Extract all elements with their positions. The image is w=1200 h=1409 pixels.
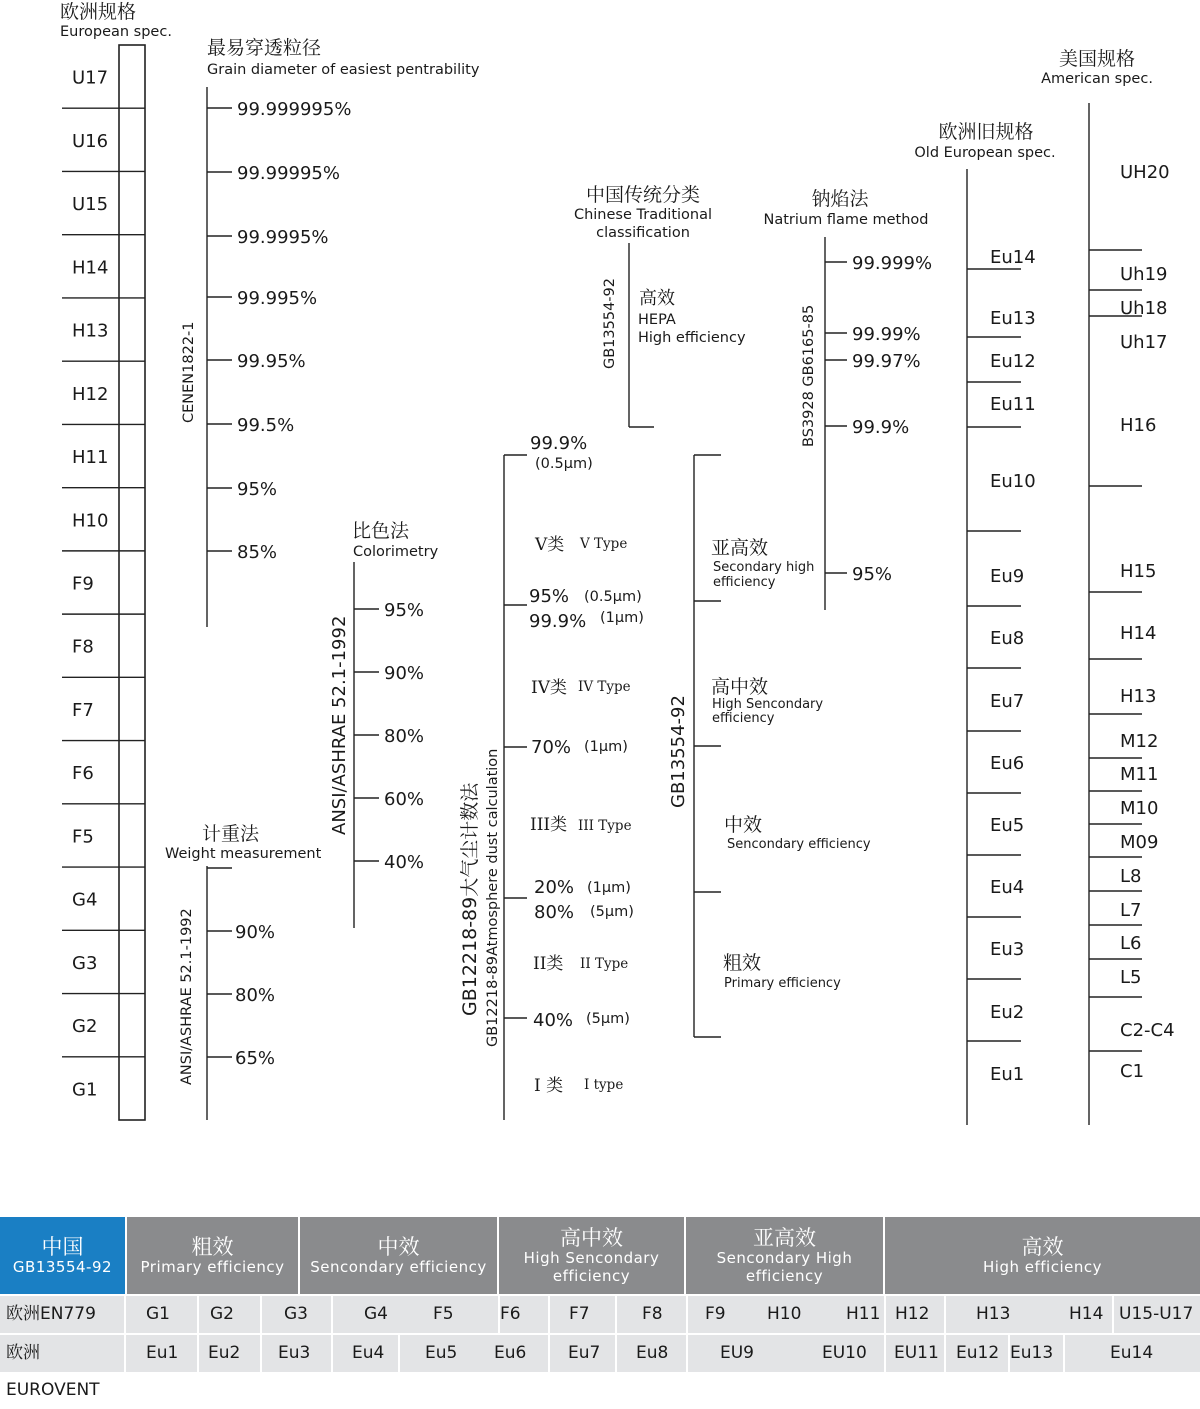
european-grade-h14: H14 (72, 257, 109, 279)
european-spec-bar (119, 45, 145, 1120)
eurovent-cell: EU11 (894, 1343, 939, 1363)
en779-cell: F7 (569, 1304, 590, 1324)
cell-separator (615, 1335, 617, 1372)
cell-separator (686, 1296, 688, 1333)
weight-value: 65% (235, 1048, 276, 1069)
header-primary-cn: 粗效 (191, 1234, 234, 1259)
natrium-ticks (825, 253, 932, 585)
mid-cn: 中效 (724, 814, 763, 836)
european-grade-f5: F5 (72, 826, 94, 848)
cell-separator (884, 1335, 886, 1372)
mppe-ticks (207, 99, 351, 563)
en779-cell: F8 (642, 1304, 663, 1324)
en779-cell: H13 (976, 1304, 1011, 1324)
weight-value: 90% (235, 922, 276, 943)
weight-ticks (207, 922, 275, 1069)
eurovent-cell: Eu6 (494, 1343, 527, 1363)
en779-cell: G1 (146, 1304, 170, 1324)
type2-en: II Type (580, 956, 629, 972)
european-grade-h11: H11 (72, 447, 109, 469)
cell-separator (331, 1335, 333, 1372)
american-title-en: American spec. (1041, 71, 1153, 87)
mppe-value: 95% (237, 479, 278, 500)
en779-cell: H14 (1069, 1304, 1104, 1324)
en779-cell: G3 (284, 1304, 308, 1324)
old-european-grade-eu4: Eu4 (990, 877, 1025, 898)
eurovent-cell: Eu4 (352, 1343, 385, 1363)
cell-separator (197, 1335, 199, 1372)
header-secondary (300, 1217, 499, 1294)
cell-separator (686, 1335, 688, 1372)
european-grade-h10: H10 (72, 510, 109, 532)
colorimetry-title-cn: 比色法 (352, 520, 410, 542)
american-grade-l8: L8 (1120, 866, 1142, 887)
weight-value: 80% (235, 985, 276, 1006)
header-high-secondary (499, 1217, 686, 1294)
value-999-sub: (1μm) (600, 610, 644, 626)
european-grade-f7: F7 (72, 699, 94, 721)
en779-cell: H12 (895, 1304, 930, 1324)
value-95-sub: (0.5μm) (584, 589, 642, 605)
european-grade-f8: F8 (72, 636, 94, 658)
en779-cell: H10 (767, 1304, 802, 1324)
colorimetry-title-en: Colorimetry (353, 544, 439, 560)
header-primary-en: Primary efficiency (140, 1257, 285, 1276)
natrium-value: 99.99% (852, 324, 921, 345)
eurovent-cell: Eu14 (1110, 1343, 1154, 1363)
value-80-sub: (5μm) (590, 904, 634, 920)
type2-cn: II类 (533, 954, 564, 974)
american-grade-uh19: Uh19 (1120, 264, 1168, 285)
american-grade-uh20: UH20 (1120, 162, 1170, 183)
hepa-en-2: High efficiency (638, 330, 746, 346)
old-european-grades (967, 247, 1036, 1085)
european-spec-grades (62, 68, 145, 1101)
weight-title-en: Weight measurement (165, 846, 322, 862)
cell-separator (1112, 1296, 1114, 1333)
header-sub-high-en: Sencondary High efficiency (716, 1248, 853, 1285)
cell-separator (548, 1296, 550, 1333)
high-mid-en-2: efficiency (712, 711, 775, 726)
mppe-title-en: Grain diameter of easiest pentrability (207, 62, 480, 78)
cell-separator (944, 1335, 946, 1372)
mppe-value: 99.99995% (237, 163, 340, 184)
european-grade-g2: G2 (72, 1016, 98, 1038)
natrium-title-cn: 钠焰法 (811, 188, 869, 210)
type3-en: III Type (578, 818, 632, 834)
gb12218-axis-label-en: GB12218-89Atmosphere dust calculation (485, 748, 501, 1047)
european-grade-u15: U15 (72, 194, 109, 216)
natrium-value: 95% (852, 564, 893, 585)
value-95: 95% (529, 586, 570, 607)
natrium-value: 99.9% (852, 417, 910, 438)
row-en779-label: 欧洲EN779 (0, 1296, 126, 1333)
en779-cell: H11 (846, 1304, 881, 1324)
header-primary (127, 1217, 300, 1294)
weight-axis-label: ANSI/ASHRAE 52.1-1992 (179, 908, 195, 1085)
american-grade-m09: M09 (1120, 832, 1159, 853)
colorimetry-value: 80% (384, 726, 425, 747)
american-grade-m10: M10 (1120, 798, 1159, 819)
type4-en: IV Type (578, 679, 631, 695)
mppe-value: 99.95% (237, 351, 306, 372)
cell-separator (197, 1296, 199, 1333)
eurovent-cell: Eu12 (956, 1343, 1000, 1363)
row-eurovent (0, 1335, 1200, 1400)
natrium-value: 99.999% (852, 253, 933, 274)
hepa-en-1: HEPA (638, 312, 676, 328)
european-grade-u17: U17 (72, 67, 109, 89)
header-high-secondary-en: High Sencondary efficiency (523, 1248, 660, 1285)
type5-en: V Type (580, 536, 628, 552)
old-european-grade-eu12: Eu12 (990, 351, 1036, 372)
cell-separator (398, 1335, 400, 1372)
cell-separator (548, 1335, 550, 1372)
old-european-grade-eu8: Eu8 (990, 628, 1025, 649)
cell-separator (884, 1296, 886, 1333)
european-grade-h13: H13 (72, 320, 109, 342)
old-european-grade-eu7: Eu7 (990, 691, 1025, 712)
header-china-cn: 中国 (41, 1234, 84, 1259)
chinese-traditional-title-en-2: classification (596, 225, 690, 241)
colorimetry-value: 95% (384, 600, 425, 621)
european-grade-g3: G3 (72, 952, 98, 974)
american-grade-uh17: Uh17 (1120, 332, 1168, 353)
header-china-en: GB13554-92 (12, 1257, 113, 1276)
gb12218-axis-label-cn: GB12218-89大气尘计数法 (459, 782, 481, 1016)
row-en779 (0, 1296, 1200, 1333)
mppe-title-cn: 最易穿透粒径 (207, 37, 322, 59)
eurovent-cell: Eu2 (208, 1343, 241, 1363)
value-40-sub: (5μm) (586, 1011, 630, 1027)
eurovent-cell: Eu3 (278, 1343, 311, 1363)
european-grade-f6: F6 (72, 763, 94, 785)
value-20-sub: (1μm) (587, 880, 631, 896)
cell-separator (331, 1296, 333, 1333)
european-grade-g1: G1 (72, 1079, 98, 1101)
old-european-title-en: Old European spec. (914, 145, 1056, 161)
mppe-axis-label: CENEN1822-1 (181, 321, 197, 423)
mppe-value: 99.9995% (237, 227, 329, 248)
eurovent-cell: Eu7 (568, 1343, 601, 1363)
american-grade-l6: L6 (1120, 933, 1142, 954)
european-grade-f9: F9 (72, 573, 94, 595)
eurovent-cell: EU9 (720, 1343, 754, 1363)
header-high-cn: 高效 (1021, 1234, 1064, 1259)
type4-cn: IV类 (531, 678, 567, 698)
primary-en: Primary efficiency (724, 976, 841, 991)
colorimetry-axis-label: ANSI/ASHRAE 52.1-1992 (329, 615, 350, 835)
chinese-traditional-title-en-1: Chinese Traditional (573, 207, 713, 223)
colorimetry-value: 60% (384, 789, 425, 810)
old-european-grade-eu13: Eu13 (990, 308, 1036, 329)
cell-separator (1063, 1335, 1065, 1372)
cell-separator (260, 1296, 262, 1333)
mppe-value: 99.995% (237, 288, 318, 309)
old-european-grade-eu10: Eu10 (990, 471, 1036, 492)
sub-high-en-2: efficiency (713, 575, 776, 590)
american-grade-m11: M11 (1120, 764, 1159, 785)
cell-separator (260, 1335, 262, 1372)
primary-cn: 粗效 (723, 952, 762, 974)
european-spec-title-cn: 欧洲规格 (60, 1, 137, 23)
high-mid-cn: 高中效 (711, 676, 769, 698)
header-sub-high-cn: 亚高效 (753, 1225, 816, 1250)
american-grade-m12: M12 (1120, 731, 1159, 752)
sub-high-cn: 亚高效 (711, 537, 769, 559)
eurovent-cell: Eu5 (425, 1343, 458, 1363)
old-european-grade-eu9: Eu9 (990, 566, 1025, 587)
en779-cell: U15-U17 (1119, 1304, 1194, 1324)
old-european-grade-eu14: Eu14 (990, 247, 1036, 268)
mid-en: Sencondary efficiency (727, 837, 871, 852)
value-70-sub: (1μm) (584, 739, 628, 755)
mppe-value: 99.999995% (237, 99, 352, 120)
gb13554-axis-label: GB13554-92 (668, 695, 689, 808)
weight-title-cn: 计重法 (202, 823, 260, 845)
eurovent-cell: Eu13 (1010, 1343, 1054, 1363)
eurovent-cell: Eu1 (146, 1343, 179, 1363)
old-european-grade-eu1: Eu1 (990, 1064, 1025, 1085)
value-999: 99.9% (529, 611, 587, 632)
natrium-title-en: Natrium flame method (763, 212, 929, 228)
american-title-cn: 美国规格 (1058, 48, 1136, 70)
old-european-grade-eu5: Eu5 (990, 815, 1025, 836)
american-grade-c1: C1 (1120, 1061, 1145, 1082)
en779-cell: G4 (364, 1304, 388, 1324)
row-eurovent-label: 欧洲EUROVENT (0, 1335, 126, 1372)
american-grade-h16: H16 (1120, 415, 1157, 436)
en779-cell: F9 (705, 1304, 726, 1324)
hepa-cn: 高效 (639, 288, 675, 309)
american-grades (1089, 162, 1175, 1082)
comparison-table (0, 1217, 1200, 1400)
value-70: 70% (531, 737, 572, 758)
eurovent-cell: EU10 (822, 1343, 867, 1363)
type3-cn: III类 (530, 815, 568, 835)
american-grade-l7: L7 (1120, 900, 1142, 921)
header-high (885, 1217, 1200, 1294)
old-european-grade-eu2: Eu2 (990, 1002, 1025, 1023)
cell-separator (615, 1296, 617, 1333)
eurovent-cell: Eu8 (636, 1343, 669, 1363)
colorimetry-value: 90% (384, 663, 425, 684)
value-20: 20% (534, 877, 575, 898)
header-secondary-cn: 中效 (377, 1234, 420, 1259)
american-grade-h15: H15 (1120, 561, 1157, 582)
header-high-secondary-cn: 高中效 (560, 1225, 623, 1250)
natrium-value: 99.97% (852, 351, 921, 372)
old-european-grade-eu3: Eu3 (990, 939, 1025, 960)
old-european-grade-eu11: Eu11 (990, 394, 1036, 415)
value-40: 40% (533, 1010, 574, 1031)
sub-high-en-1: Secondary high (713, 560, 815, 575)
european-grade-h12: H12 (72, 383, 109, 405)
colorimetry-ticks (354, 600, 424, 873)
american-grade-uh18: Uh18 (1120, 298, 1168, 319)
header-sub-high (686, 1217, 885, 1294)
high-mid-en-1: High Sencondary (712, 697, 824, 712)
natrium-axis-label: BS3928 GB6165-85 (801, 304, 817, 447)
gb12218-top-sub: (0.5μm) (535, 456, 593, 472)
en779-cell: F6 (500, 1304, 521, 1324)
value-80: 80% (534, 902, 575, 923)
european-grade-u16: U16 (72, 130, 109, 152)
type5-cn: V类 (535, 535, 565, 555)
mppe-value: 85% (237, 542, 278, 563)
european-grade-g4: G4 (72, 889, 98, 911)
cell-separator (944, 1296, 946, 1333)
chinese-traditional-axis-label: GB13554-92 (602, 278, 618, 369)
old-european-grade-eu6: Eu6 (990, 753, 1025, 774)
european-spec-title-en: European spec. (60, 24, 172, 40)
american-grade-c2-c4: C2-C4 (1120, 1020, 1175, 1041)
old-european-title-cn: 欧洲旧规格 (938, 121, 1034, 143)
type1-cn: I 类 (534, 1076, 564, 1096)
american-grade-l5: L5 (1120, 967, 1142, 988)
header-secondary-en: Sencondary efficiency (310, 1257, 487, 1276)
en779-cell: G2 (210, 1304, 234, 1324)
en779-cell: F5 (433, 1304, 454, 1324)
american-grade-h14: H14 (1120, 623, 1157, 644)
gb12218-top-value: 99.9% (530, 433, 588, 454)
colorimetry-value: 40% (384, 852, 425, 873)
header-high-en: High efficiency (983, 1257, 1102, 1276)
mppe-value: 99.5% (237, 415, 295, 436)
type1-en: I type (584, 1077, 624, 1093)
header-china (0, 1217, 127, 1294)
chinese-traditional-title-cn: 中国传统分类 (585, 184, 701, 206)
american-grade-h13: H13 (1120, 686, 1157, 707)
